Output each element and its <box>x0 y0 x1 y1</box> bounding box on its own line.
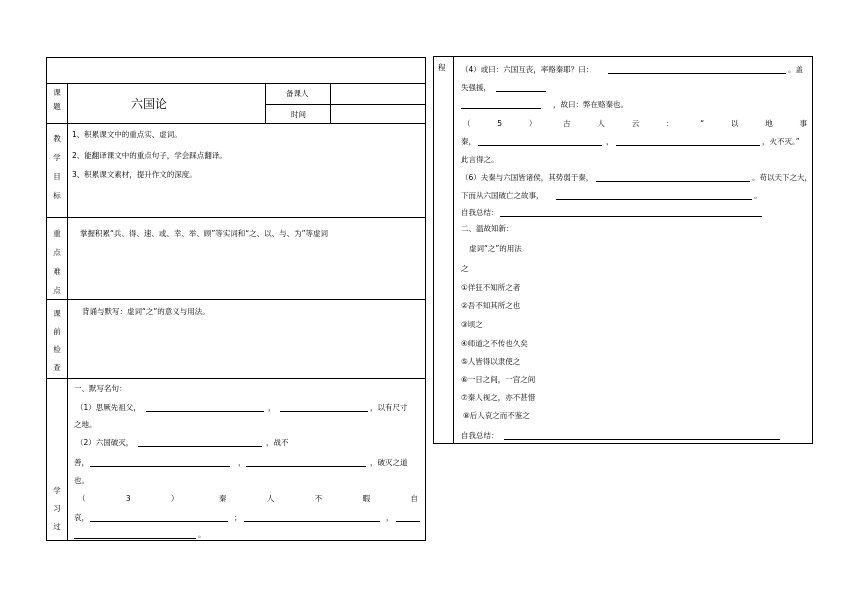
key-points-text: 掌握积累“兵、得、速、或、幸、举、顾”等实词和“之、以、与、为”等虚词 <box>80 229 329 238</box>
q4-prefix: （4）或曰：六国互丧，率赂秦耶？曰： <box>461 65 594 74</box>
q6-blank-1[interactable] <box>596 181 750 182</box>
self-summary-blank-2[interactable] <box>504 439 780 440</box>
q4-blank-1[interactable] <box>608 73 786 74</box>
q6-prefix: （6）夫秦与六国皆诸侯，其势弱于秦， <box>461 173 594 182</box>
q2-line2-comma: ， <box>238 458 246 467</box>
q4-blank-3[interactable] <box>461 108 541 109</box>
key-points-label: 重 点 难 点 <box>53 229 61 295</box>
q5-line2-comma: ， <box>606 137 614 146</box>
course-title-label: 课 题 <box>53 88 61 111</box>
q2-line2-suffix: ，破灭之道 <box>370 458 408 467</box>
q1-prefix: （1）思厥先祖父， <box>76 403 141 412</box>
q1-suffix: ，以有尺寸 <box>370 403 408 412</box>
q5-line3: 此言得之。 <box>461 155 499 164</box>
zhi-item: ②吾不知其所之也 <box>461 301 521 310</box>
pre-check-label: 课 前 检 查 <box>53 309 61 372</box>
q4-line3: ，故曰：弊在赂秦也。 <box>553 100 628 109</box>
zhi-item: ⑧后人哀之而不鉴之 <box>463 411 530 420</box>
time-label: 时间 <box>291 110 306 119</box>
q1-comma: ， <box>268 403 276 412</box>
self-summary-blank[interactable] <box>500 216 762 217</box>
q5-line1: （ 5 ） 古 人 云 ： “ 以 地 事 <box>463 119 807 128</box>
self-summary-label: 自我总结： <box>461 208 499 217</box>
q3-line2-colon: ； <box>234 513 242 522</box>
q2-mid: ，战不 <box>266 438 289 447</box>
q2-line2-prefix: 善， <box>74 458 89 467</box>
q5-line2-suffix: ，火不灭。” <box>762 137 800 146</box>
process-label: 学 习 过 <box>53 486 61 531</box>
q6-line2-end: 。 <box>754 191 762 200</box>
q5-blank-1[interactable] <box>478 145 602 146</box>
dictation-heading: 一、默写名句： <box>74 384 127 393</box>
zhi-item: ④师道之不传也久矣 <box>461 339 528 348</box>
q6-suffix: 。苟以天下之大， <box>752 173 812 182</box>
zhi-item: ⑦秦人视之，亦不甚惜 <box>461 393 536 402</box>
zhi-item: ⑥一日之间，一宫之间 <box>461 375 536 384</box>
q3-end: 。 <box>198 530 206 539</box>
process-label-continued: 程 <box>438 63 446 72</box>
function-word-heading: 虚词“之”的用法 <box>469 244 522 253</box>
q2-continuation: 也。 <box>74 476 89 485</box>
q3-line2-comma: ， <box>386 513 394 522</box>
q1-continuation: 之地。 <box>74 420 97 429</box>
q5-blank-2[interactable] <box>616 145 760 146</box>
pre-check-text: 背诵与默写：虚词“之”的意义与用法。 <box>82 307 210 316</box>
q4-suffix: 。盖 <box>788 65 803 74</box>
zhi-item: ⑤人皆得以隶使之 <box>461 357 521 366</box>
q4-line2-prefix: 失强援， <box>461 83 491 92</box>
self-summary-label-2: 自我总结： <box>461 431 499 440</box>
objective-item: 3、积累课文素材，提升作文的深度。 <box>72 170 197 179</box>
course-title: 六国论 <box>131 97 168 111</box>
q6-blank-2[interactable] <box>556 199 752 200</box>
q5-line2-prefix: 秦， <box>461 137 476 146</box>
zhi-item: ①佯狂不知所之者 <box>461 283 521 292</box>
q4-blank-2[interactable] <box>496 91 546 92</box>
q3-line2-prefix: 哀， <box>74 513 89 522</box>
zhi-label: 之 <box>461 264 469 273</box>
objective-item: 1、积累课文中的重点实、虚词。 <box>72 130 182 139</box>
prep-teacher-label: 备课人 <box>286 89 309 98</box>
review-heading: 二、温故知新： <box>461 224 514 233</box>
q6-line2-prefix: 下而从六国破亡之故事， <box>461 191 544 200</box>
q2-prefix: （2）六国破灭， <box>76 438 134 447</box>
zhi-item: ③顷之 <box>461 320 483 329</box>
q3-line1: （ 3 ） 秦 人 不 暇 自 <box>78 494 418 503</box>
objective-item: 2、能翻译课文中的重点句子，学会踩点翻译。 <box>72 151 227 160</box>
objectives-label: 教 学 目 标 <box>53 134 61 200</box>
